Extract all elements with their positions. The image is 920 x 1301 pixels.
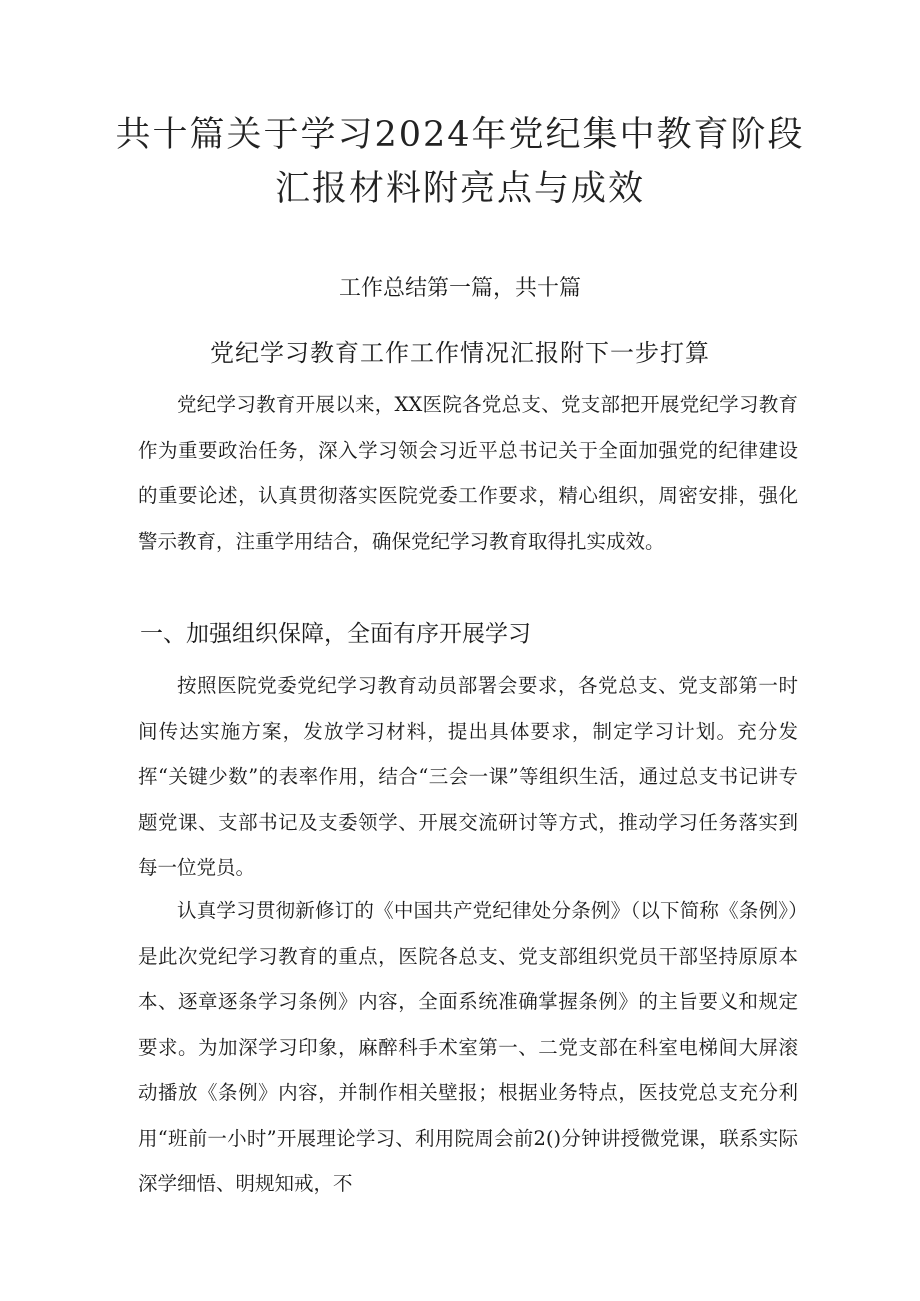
document-title-line-1: 共十篇关于学习2024年党纪集中教育阶段 [115,115,805,155]
article-heading: 党纪学习教育工作工作情况汇报附下一步打算 [210,339,710,367]
body-paragraph-2: 按照医院党委党纪学习教育动员部署会要求，各党总支、党支部第一时间传达实施方案，发放学习材料，提出具体要求，制定学习计划。充分发挥“关键少数”的表率作用，结合“三会一课”等组织生活，通过总支书记讲专题党课、支部书记及支委领学、开展交流研讨等方式，推动学习任务落实到每一位党员。 [138,674,798,879]
document-title [0,108,920,216]
article-subtitle: 工作总结第一篇，共十篇 [338,276,581,301]
section-heading-1: 一、加强组织保障，全面有序开展学习 [140,621,531,647]
body-paragraph-intro: 党纪学习教育开展以来，XX医院各党总支、党支部把开展党纪学习教育作为重要政治任务，深入学习领会习近平总书记关于全面加强党的纪律建设的重要论述，认真贯彻落实医院党委工作要求，精心组织，周密安排，强化警示教育，注重学用结合，确保党纪学习教育取得扎实成效。 [138,393,798,553]
document-title-line-2: 汇报材料附亮点与成效 [274,169,645,209]
body-paragraph-3: 认真学习贯彻新修订的《中国共产党纪律处分条例》（以下简称《条例》）是此次党纪学习教育的重点，医院各总支、党支部组织党员干部坚持原原本本、逐章逐条学习条例》内容，全面系统准确掌握条例》的主旨要义和规定要求。为加深学习印象，麻醉科手术室第一、二党支部在科室电梯间大屏滚动播放《条例》内容，并制作相关壁报；根据业务特点，医技党总支充分利用“班前一小时”开展理论学习、利用院周会前2()分钟讲授微党课，联系实际深学细悟、明规知戒，不 [138,899,798,1195]
